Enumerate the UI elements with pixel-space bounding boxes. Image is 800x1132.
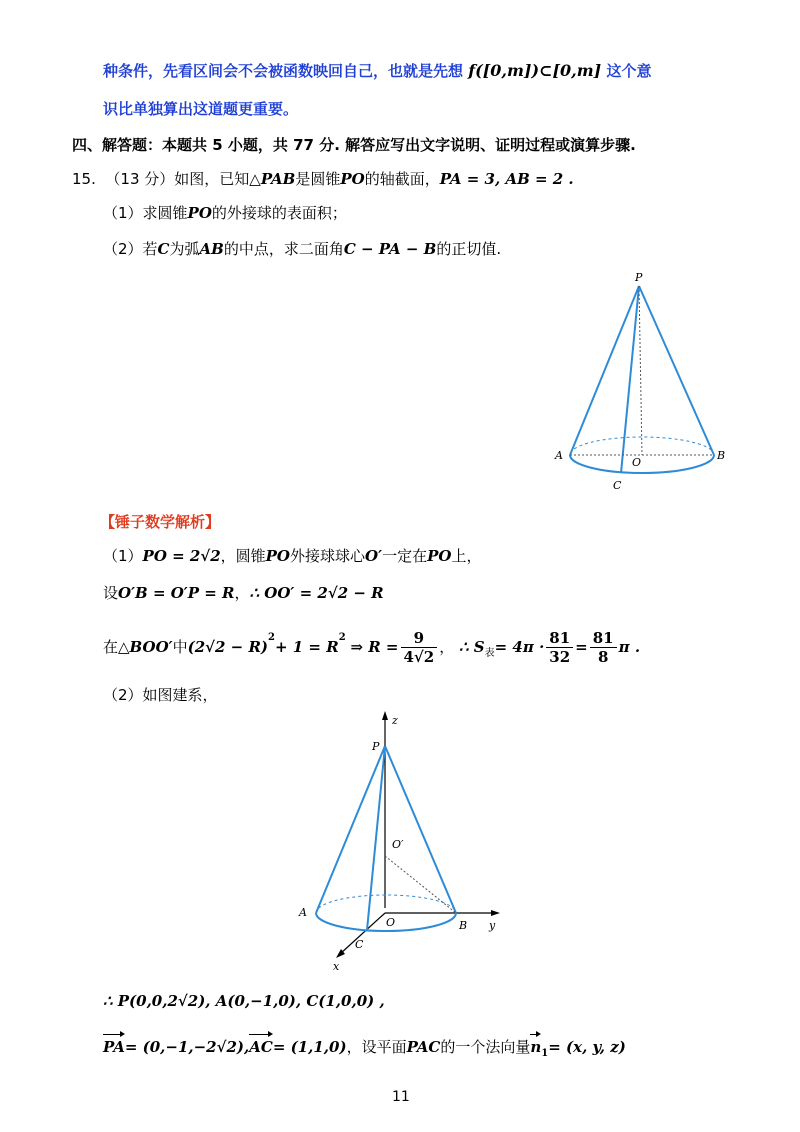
label-z: z — [392, 714, 398, 727]
frac-81-32 — [546, 629, 573, 666]
s6-eq-e: = (x, y, z) — [548, 1038, 626, 1056]
s1-text-c: 外接球球心 — [290, 547, 366, 565]
label-y: y — [489, 919, 496, 932]
cone-figure-2 — [295, 708, 515, 973]
s3-implies: ⇒ R = — [350, 638, 399, 656]
s1-o: O′ — [365, 547, 383, 565]
edge-pc-2 — [367, 746, 385, 930]
s2-text-a: 设 — [103, 584, 119, 602]
q1-po: PO — [187, 204, 212, 222]
frac-r — [401, 629, 438, 666]
intro-line-2: 识比单独算出这道题更重要。 — [103, 100, 299, 118]
q2-c: C — [157, 240, 170, 258]
s1-po2: PO — [427, 547, 452, 565]
s3-eq4: = — [575, 638, 588, 656]
y-axis-arrow — [491, 910, 500, 916]
label-o-2: O — [386, 916, 396, 929]
problem-statement — [72, 168, 574, 190]
problem-number: 15. — [72, 170, 96, 188]
cone-figure-1 — [545, 268, 745, 498]
s6-text-c: ，设平面 — [346, 1038, 407, 1056]
vector-n1-sub: 1 — [541, 1048, 549, 1059]
frac-81-8-den: 8 — [597, 648, 609, 666]
edge-pb-2 — [385, 746, 456, 913]
label-c-2: C — [355, 938, 364, 951]
s3-pi: π . — [618, 638, 641, 656]
label-a: A — [555, 449, 563, 462]
s1-text-b: ，圆锥 — [220, 547, 266, 565]
cone-po: PO — [340, 170, 365, 188]
edge-pa — [570, 286, 639, 455]
s3-s: ∴ S — [459, 638, 485, 656]
label-p-2: P — [372, 740, 380, 753]
s5-coords: ∴ P(0,0,2√2), A(0,−1,0), C(1,0,0) , — [103, 992, 385, 1010]
q2-text-3: 的中点，求二面角 — [223, 240, 344, 258]
solution-line-4: （2）如图建系， — [103, 686, 218, 704]
question-1 — [103, 202, 347, 224]
edge-pa-2 — [316, 746, 385, 913]
q2-text-1: （2）若 — [103, 240, 158, 258]
q1-text-1: （1）求圆锥 — [103, 204, 188, 222]
label-a-2: A — [299, 906, 307, 919]
intro-text-1: 种条件，先看区间会不会被函数映回自己，也就是先想 — [103, 62, 464, 80]
label-b-2: B — [459, 919, 468, 932]
frac-81-8 — [590, 629, 617, 666]
intro-line-1 — [103, 60, 651, 82]
solution-title: 【锤子数学解析】 — [100, 513, 221, 531]
label-c: C — [613, 479, 622, 492]
s3-text-a: 在△ — [103, 638, 130, 656]
q2-text-2: 为弧 — [169, 240, 200, 258]
s1-text-e: 上， — [451, 547, 482, 565]
axis-po — [639, 286, 642, 455]
s3-eq: (2√2 − R) — [187, 638, 269, 656]
q1-text-2: 的外接球的表面积； — [211, 204, 347, 222]
s3-square: 2 — [268, 632, 275, 643]
z-axis-arrow — [382, 711, 388, 720]
problem-condition: PA = 3, AB = 2 . — [439, 170, 574, 188]
frac-r-num: 9 — [401, 629, 438, 648]
q2-angle: C − PA − B — [343, 240, 437, 258]
problem-text-2: 的轴截面， — [364, 170, 440, 188]
solution-line-2 — [103, 582, 384, 604]
frac-81-32-num: 81 — [546, 629, 573, 648]
edge-pb — [639, 286, 714, 455]
vector-ac: AC — [249, 1038, 273, 1056]
s6-pac: PAC — [406, 1038, 441, 1056]
page-number: 11 — [392, 1089, 410, 1105]
s1-text-a: （1） — [103, 547, 143, 565]
s1-eq: PO = 2√2 — [142, 547, 221, 565]
solution-line-5 — [103, 990, 385, 1012]
s3-boo: BOO′ — [129, 638, 173, 656]
solution-line-6 — [103, 1036, 626, 1065]
label-x: x — [333, 960, 340, 973]
problem-text-1: 是圆锥 — [295, 170, 341, 188]
s1-po: PO — [265, 547, 291, 565]
s2-eq2: ∴ OO′ = 2√2 − R — [249, 584, 384, 602]
label-p: P — [635, 271, 643, 284]
triangle-pab: PAB — [260, 170, 296, 188]
question-2 — [103, 238, 501, 260]
intro-text-1b: 这个意 — [606, 62, 652, 80]
s3-eq3: = 4π · — [494, 638, 545, 656]
section-heading: 四、解答题：本题共 5 小题，共 77 分. 解答应写出文字说明、证明过程或演算步骤. — [72, 136, 636, 154]
base-ellipse-front — [570, 455, 714, 473]
intro-formula: f([0,m])⊂[0,m] — [468, 61, 602, 80]
label-o: O — [632, 456, 642, 469]
vector-pa: PA — [103, 1038, 125, 1056]
s3-sub: 表 — [484, 648, 495, 659]
s6-eq-a: = (0,−1,−2√2), — [124, 1038, 250, 1056]
segment-o-prime-b — [385, 856, 456, 913]
frac-81-8-num: 81 — [590, 629, 617, 648]
s3-text-b: 中 — [172, 638, 188, 656]
solution-line-1 — [103, 545, 481, 567]
problem-score: （13 分）如图，已知△ — [105, 170, 261, 188]
s3-text-c: ， — [439, 638, 455, 656]
frac-81-32-den: 32 — [549, 648, 571, 666]
s2-eq: O′B = O′P = R — [118, 584, 235, 602]
label-b: B — [717, 449, 726, 462]
s3-square-2: 2 — [338, 632, 346, 643]
s3-eq2: + 1 = R — [274, 638, 339, 656]
q2-ab: AB — [199, 240, 224, 258]
q2-text-4: 的正切值. — [436, 240, 502, 258]
s1-text-d: 一定在 — [382, 547, 428, 565]
s2-text-b: ， — [234, 584, 250, 602]
s6-text-d: 的一个法向量 — [440, 1038, 531, 1056]
solution-line-3 — [103, 618, 641, 666]
edge-pc — [621, 286, 642, 473]
s6-eq-b: = (1,1,0) — [272, 1038, 347, 1056]
frac-r-den: 4√2 — [403, 648, 435, 666]
vector-n1: n — [530, 1038, 542, 1056]
label-o-prime: O′ — [392, 838, 404, 851]
